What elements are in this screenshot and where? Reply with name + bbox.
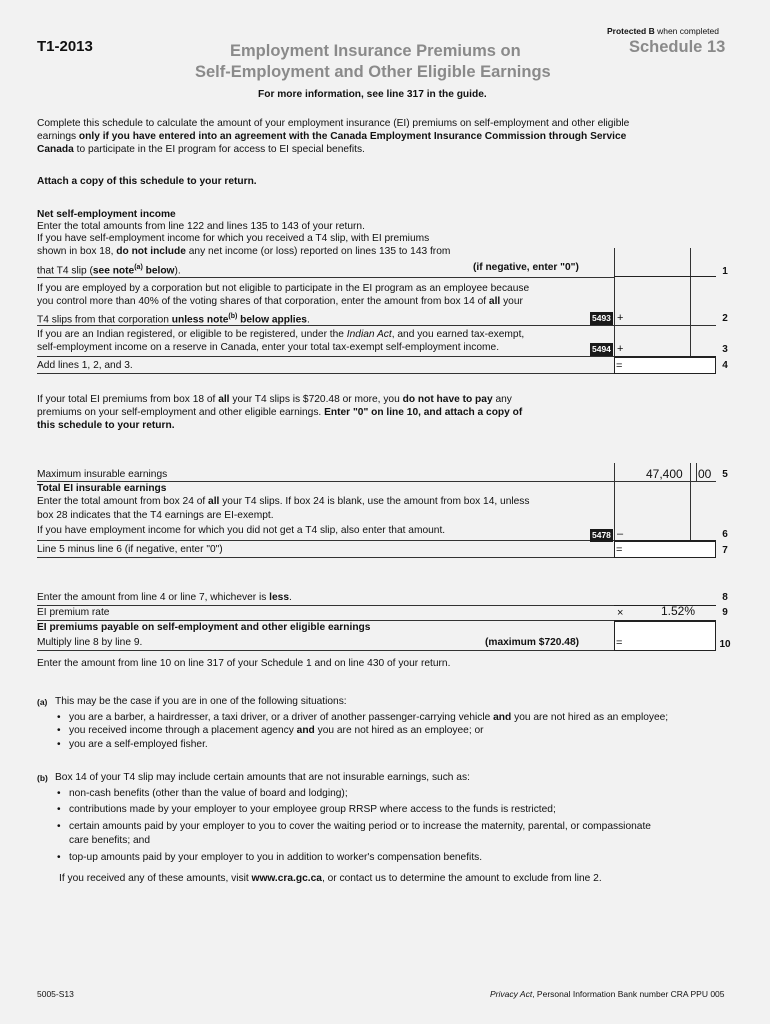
equals-sign: = xyxy=(616,637,623,649)
intro-line-2: earnings only if you have entered into an agreement with the Canada Employment Insurance Commission through Service xyxy=(37,131,627,142)
line10-amount-field[interactable] xyxy=(614,621,716,651)
net-income-heading: Net self-employment income xyxy=(37,209,176,220)
line4-text: Add lines 1, 2, and 3. xyxy=(37,360,133,371)
protected-label: Protected B when completed xyxy=(607,26,719,36)
line1-negative-note: (if negative, enter "0") xyxy=(473,262,579,273)
line1-text-c: shown in box 18, do not include any net income (or loss) reported on lines 135 to 143 from xyxy=(37,246,451,257)
plus-sign: + xyxy=(617,312,624,324)
line7-text: Line 5 minus line 6 (if negative, enter "0") xyxy=(37,544,223,555)
line2-text-b: you control more than 40% of the voting shares of that corporation, enter the amount from box 14 of all your xyxy=(37,296,523,307)
note-a-item: • you received income through a placement agency and you are not hired as an employee; or xyxy=(69,725,484,737)
line6-text-b: box 28 indicates that the T4 earnings are EI-exempt. xyxy=(37,510,274,521)
line-number-4: 4 xyxy=(722,360,728,371)
line2-text-c: T4 slips from that corporation unless note$^{(b)}$ below applies. xyxy=(37,313,310,326)
line8-text: Enter the amount from line 4 or line 7, whichever is less. xyxy=(37,592,292,603)
line6-text-c: If you have employment income for which you did not get a T4 slip, also enter that amount. xyxy=(37,525,446,536)
line6-text-a: Enter the total amount from box 24 of all your T4 slips. If box 24 is blank, use the amount from box 14, unless xyxy=(37,496,530,507)
equals-sign: = xyxy=(616,544,623,556)
footer-code: 5005-S13 xyxy=(37,989,74,999)
line-number-9: 9 xyxy=(722,607,728,618)
more-info: For more information, see line 317 in the guide. xyxy=(258,89,487,100)
equals-sign: = xyxy=(616,360,623,372)
line5-value: 47,400 xyxy=(646,467,683,481)
note-b-item: • non-cash benefits (other than the value of board and lodging); xyxy=(69,788,348,800)
line-number-8: 8 xyxy=(722,592,728,603)
line-number-7: 7 xyxy=(722,545,728,556)
note-a-item: • you are a barber, a hairdresser, a taxi driver, or a driver of another passenger-carrying vehicle and you are not hired as an employee; xyxy=(69,712,668,724)
line3-text-a: If you are an Indian registered, or eligible to be registered, under the Indian Act, and you earned tax-exempt, xyxy=(37,329,525,340)
form-id: T1-2013 xyxy=(37,38,93,55)
line5-text: Maximum insurable earnings xyxy=(37,469,168,480)
times-sign: × xyxy=(617,607,624,619)
notice-line-1: If your total EI premiums from box 18 of all your T4 slips is $720.48 or more, you do not have to pay any xyxy=(37,394,512,405)
line-number-6: 6 xyxy=(722,529,728,540)
intro-line-1: Complete this schedule to calculate the amount of your employment insurance (EI) premiums on self-employment and other eligible xyxy=(37,118,630,129)
note-b-intro: Box 14 of your T4 slip may include certain amounts that are not insurable earnings, such as: xyxy=(55,772,470,783)
note-b-label: (b) xyxy=(37,773,48,783)
note-a-intro: This may be the case if you are in one of the following situations: xyxy=(55,696,347,707)
note-a-label: (a) xyxy=(37,697,48,707)
line10-maximum: (maximum $720.48) xyxy=(485,637,580,648)
line-number-2: 2 xyxy=(722,313,728,324)
premiums-heading: EI premiums payable on self-employment and other eligible earnings xyxy=(37,622,371,633)
notice-line-3: this schedule to your return. xyxy=(37,420,175,431)
note-b-item: • top-up amounts paid by your employer to you in addition to worker's compensation benefits. xyxy=(69,852,482,864)
note-a-item: • you are a self-employed fisher. xyxy=(69,739,208,751)
line6-amount-field[interactable] xyxy=(614,526,716,541)
code-5478: 5478 xyxy=(592,530,611,540)
line1-text-a: Enter the total amounts from line 122 and lines 135 to 143 of your return. xyxy=(37,221,365,232)
notice-line-2: premiums on your self-employment and other eligible earnings. Enter "0" on line 10, and attach a copy of xyxy=(37,407,523,418)
note-b-item: • certain amounts paid by your employer to you to cover the waiting period or to increase the maternity, parental, or compassionate xyxy=(69,821,651,833)
intro-line-3: Canada to participate in the EI program for access to EI special benefits. xyxy=(37,144,365,155)
schedule-number: Schedule 13 xyxy=(629,38,726,56)
line1-text-b: If you have self-employment income for which you received a T4 slip, with EI premiums xyxy=(37,233,430,244)
line10-instruction: Enter the amount from line 10 on line 317 of your Schedule 1 and on line 430 of your return. xyxy=(37,658,451,669)
note-b-item-cont: care benefits; and xyxy=(69,835,150,846)
attach-instruction: Attach a copy of this schedule to your return. xyxy=(37,176,257,187)
code-5493: 5493 xyxy=(592,313,611,323)
footer-privacy: Privacy Act, Personal Information Bank number CRA PPU 005 xyxy=(490,989,725,999)
minus-sign: – xyxy=(617,528,624,540)
line2-text-a: If you are employed by a corporation but not eligible to participate in the EI program as an employee because xyxy=(37,283,530,294)
visit-instruction: If you received any of these amounts, visit www.cra.gc.ca, or contact us to determine the amount to exclude from line 2. xyxy=(59,873,602,884)
line3-text-b: self-employment income on a reserve in Canada, enter your total tax-exempt self-employment income. xyxy=(37,342,500,353)
plus-sign: + xyxy=(617,343,624,355)
line-number-10: 10 xyxy=(719,639,731,650)
line4-amount-field[interactable] xyxy=(614,357,716,374)
note-b-item: • contributions made by your employer to your employee group RRSP where access to the funds is restricted; xyxy=(69,804,556,816)
line1-text-d: that T4 slip (see note$^{(a)}$ below). xyxy=(37,264,181,277)
line1-amount-field[interactable] xyxy=(614,262,716,277)
line-number-5: 5 xyxy=(722,469,728,480)
code-5494: 5494 xyxy=(592,344,611,354)
line5-cents: 00 xyxy=(698,467,712,481)
line2-amount-field[interactable] xyxy=(614,310,716,326)
line-number-3: 3 xyxy=(722,344,728,355)
line7-amount-field[interactable] xyxy=(614,541,716,558)
cra-link[interactable]: www.cra.gc.ca xyxy=(251,873,322,884)
line9-text: EI premium rate xyxy=(37,607,110,618)
line-number-1: 1 xyxy=(722,266,728,277)
line10-text: Multiply line 8 by line 9. xyxy=(37,637,143,648)
line3-amount-field[interactable] xyxy=(614,341,716,357)
line9-value: 1.52% xyxy=(661,604,696,618)
total-insurable-heading: Total EI insurable earnings xyxy=(37,483,167,494)
